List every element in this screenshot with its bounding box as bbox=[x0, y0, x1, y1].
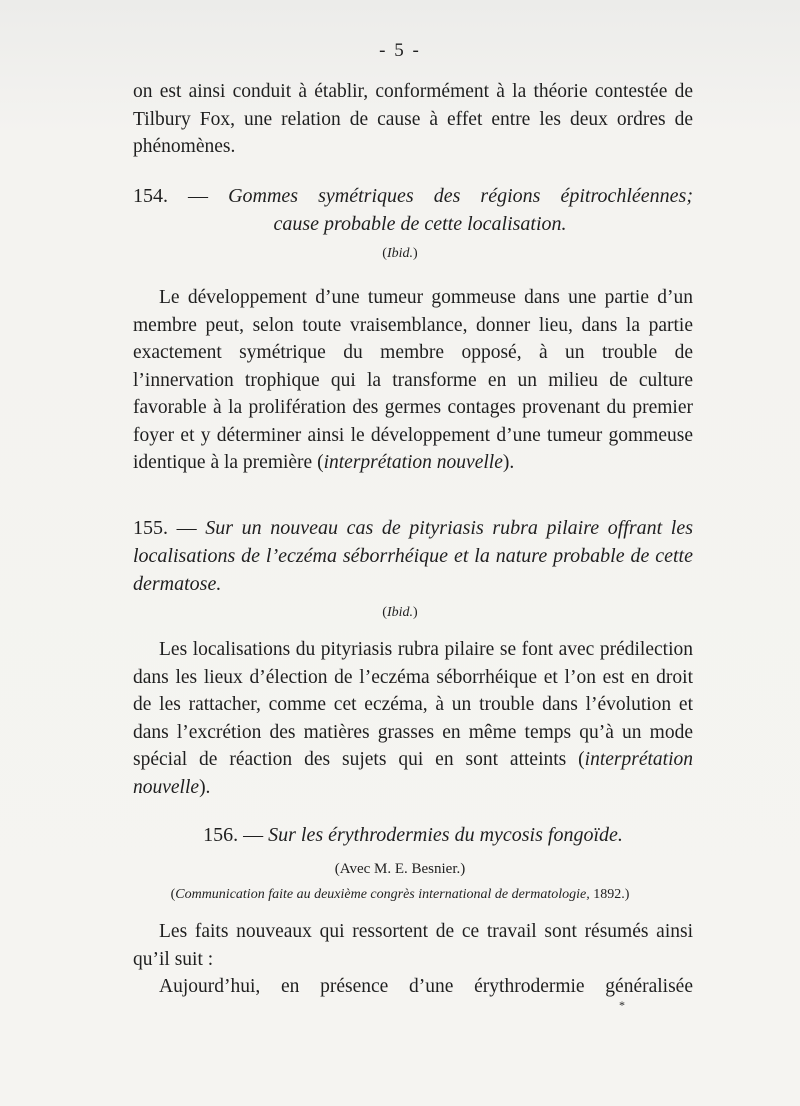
section-154-number: 154. bbox=[133, 185, 168, 207]
intro-paragraph-text: on est ainsi conduit à établir, conformément à la théorie contestée de Tilbury Fox, une relation de cause à effet entre les deux ordres de phénomènes. bbox=[133, 81, 693, 157]
section-156-dash: — bbox=[243, 824, 264, 846]
section-154-dash: — bbox=[188, 185, 209, 207]
intro-paragraph bbox=[133, 78, 693, 161]
section-154-source: (Ibid.) bbox=[382, 246, 418, 261]
footer-asterisk: * bbox=[619, 998, 625, 1012]
section-155-title: Sur un nouveau cas de pityriasis rubra pilaire offrant les localisations de l’eczéma séborrhéique et la nature probable de cette dermatose. bbox=[133, 517, 694, 595]
section-154-body-note: interprétation nouvelle bbox=[323, 452, 503, 473]
section-155-body-text: Les localisations du pityriasis rubra pilaire se font avec prédilection dans les lieux d’élection de l’eczéma séborrhéique et l’on est en droit de les rattacher, comme cet eczéma, à un trouble dans l’évolution et dans l’excrétion des matières grasses en même temps qu’à un mode spécial de réaction des sujets qui en sont atteints bbox=[133, 639, 693, 770]
section-156-communication-text: Communication faite au deuxième congrès international de dermatologie, bbox=[175, 887, 590, 902]
section-156-year: 1892. bbox=[593, 887, 625, 902]
section-156-title: Sur les érythrodermies du mycosis fongoïde. bbox=[268, 824, 623, 846]
section-156-body bbox=[133, 918, 693, 1001]
section-155-body-note: interprétation nouvelle bbox=[133, 749, 693, 798]
section-154-source-text: Ibid. bbox=[386, 246, 414, 261]
section-155-heading bbox=[133, 514, 693, 598]
section-156-body2: Aujourd’hui, en présence d’une érythrodermie généralisée bbox=[159, 976, 693, 997]
section-155-number: 155. bbox=[133, 517, 168, 539]
section-154-title-line2: cause probable de cette localisation. bbox=[273, 213, 567, 235]
section-154-body-text: Le développement d’une tumeur gommeuse dans une partie d’un membre peut, selon toute vraisemblance, donner lieu, dans la partie exactement symétrique du membre opposé, à un trouble de l’innervation trophique qui la transforme en un milieu de culture favorable à la prolifération des germes contages provenant du premier foyer et y déterminer ainsi le développement d’une tumeur gommeuse identique à la première bbox=[133, 287, 693, 473]
section-156-number: 156. bbox=[203, 824, 239, 846]
section-155-source: (Ibid.) bbox=[382, 605, 418, 620]
section-155-dash: — bbox=[176, 517, 197, 539]
section-155-body: Les localisations du pityriasis rubra pilaire se font avec prédilection dans les lieux d’élection de l’eczéma séborrhéique et l’on est en droit de les rattacher, comme cet eczéma, à un trouble dans l’évolution et dans l’excrétion des matières grasses en même temps qu’à un mode spécial de réaction des sujets qui en sont atteints (interprétation nouvelle). bbox=[133, 639, 693, 798]
section-154-heading bbox=[133, 182, 693, 238]
section-156-body1: Les faits nouveaux qui ressortent de ce travail sont résumés ainsi qu’il suit : bbox=[133, 921, 693, 970]
section-154-title-line1: Gommes symétriques des régions épitrochléennes; bbox=[228, 185, 693, 207]
section-154-body: Le développement d’une tumeur gommeuse dans une partie d’un membre peut, selon toute vraisemblance, donner lieu, dans la partie exactement symétrique du membre opposé, à un trouble de l’innervation trophique qui la transforme en un milieu de culture favorable à la prolifération des germes contages provenant du premier foyer et y déterminer ainsi le développement d’une tumeur gommeuse identique à la première (interprétation nouvelle). bbox=[133, 287, 693, 473]
page-number: - 5 - bbox=[379, 40, 421, 61]
section-156-heading bbox=[133, 821, 693, 849]
section-156-author: (Avec M. E. Besnier.) bbox=[334, 861, 466, 877]
section-155-source-text: Ibid. bbox=[386, 605, 414, 620]
section-156-communication: (Communication faite au deuxième congrès international de dermatologie, 1892.) bbox=[170, 887, 630, 902]
